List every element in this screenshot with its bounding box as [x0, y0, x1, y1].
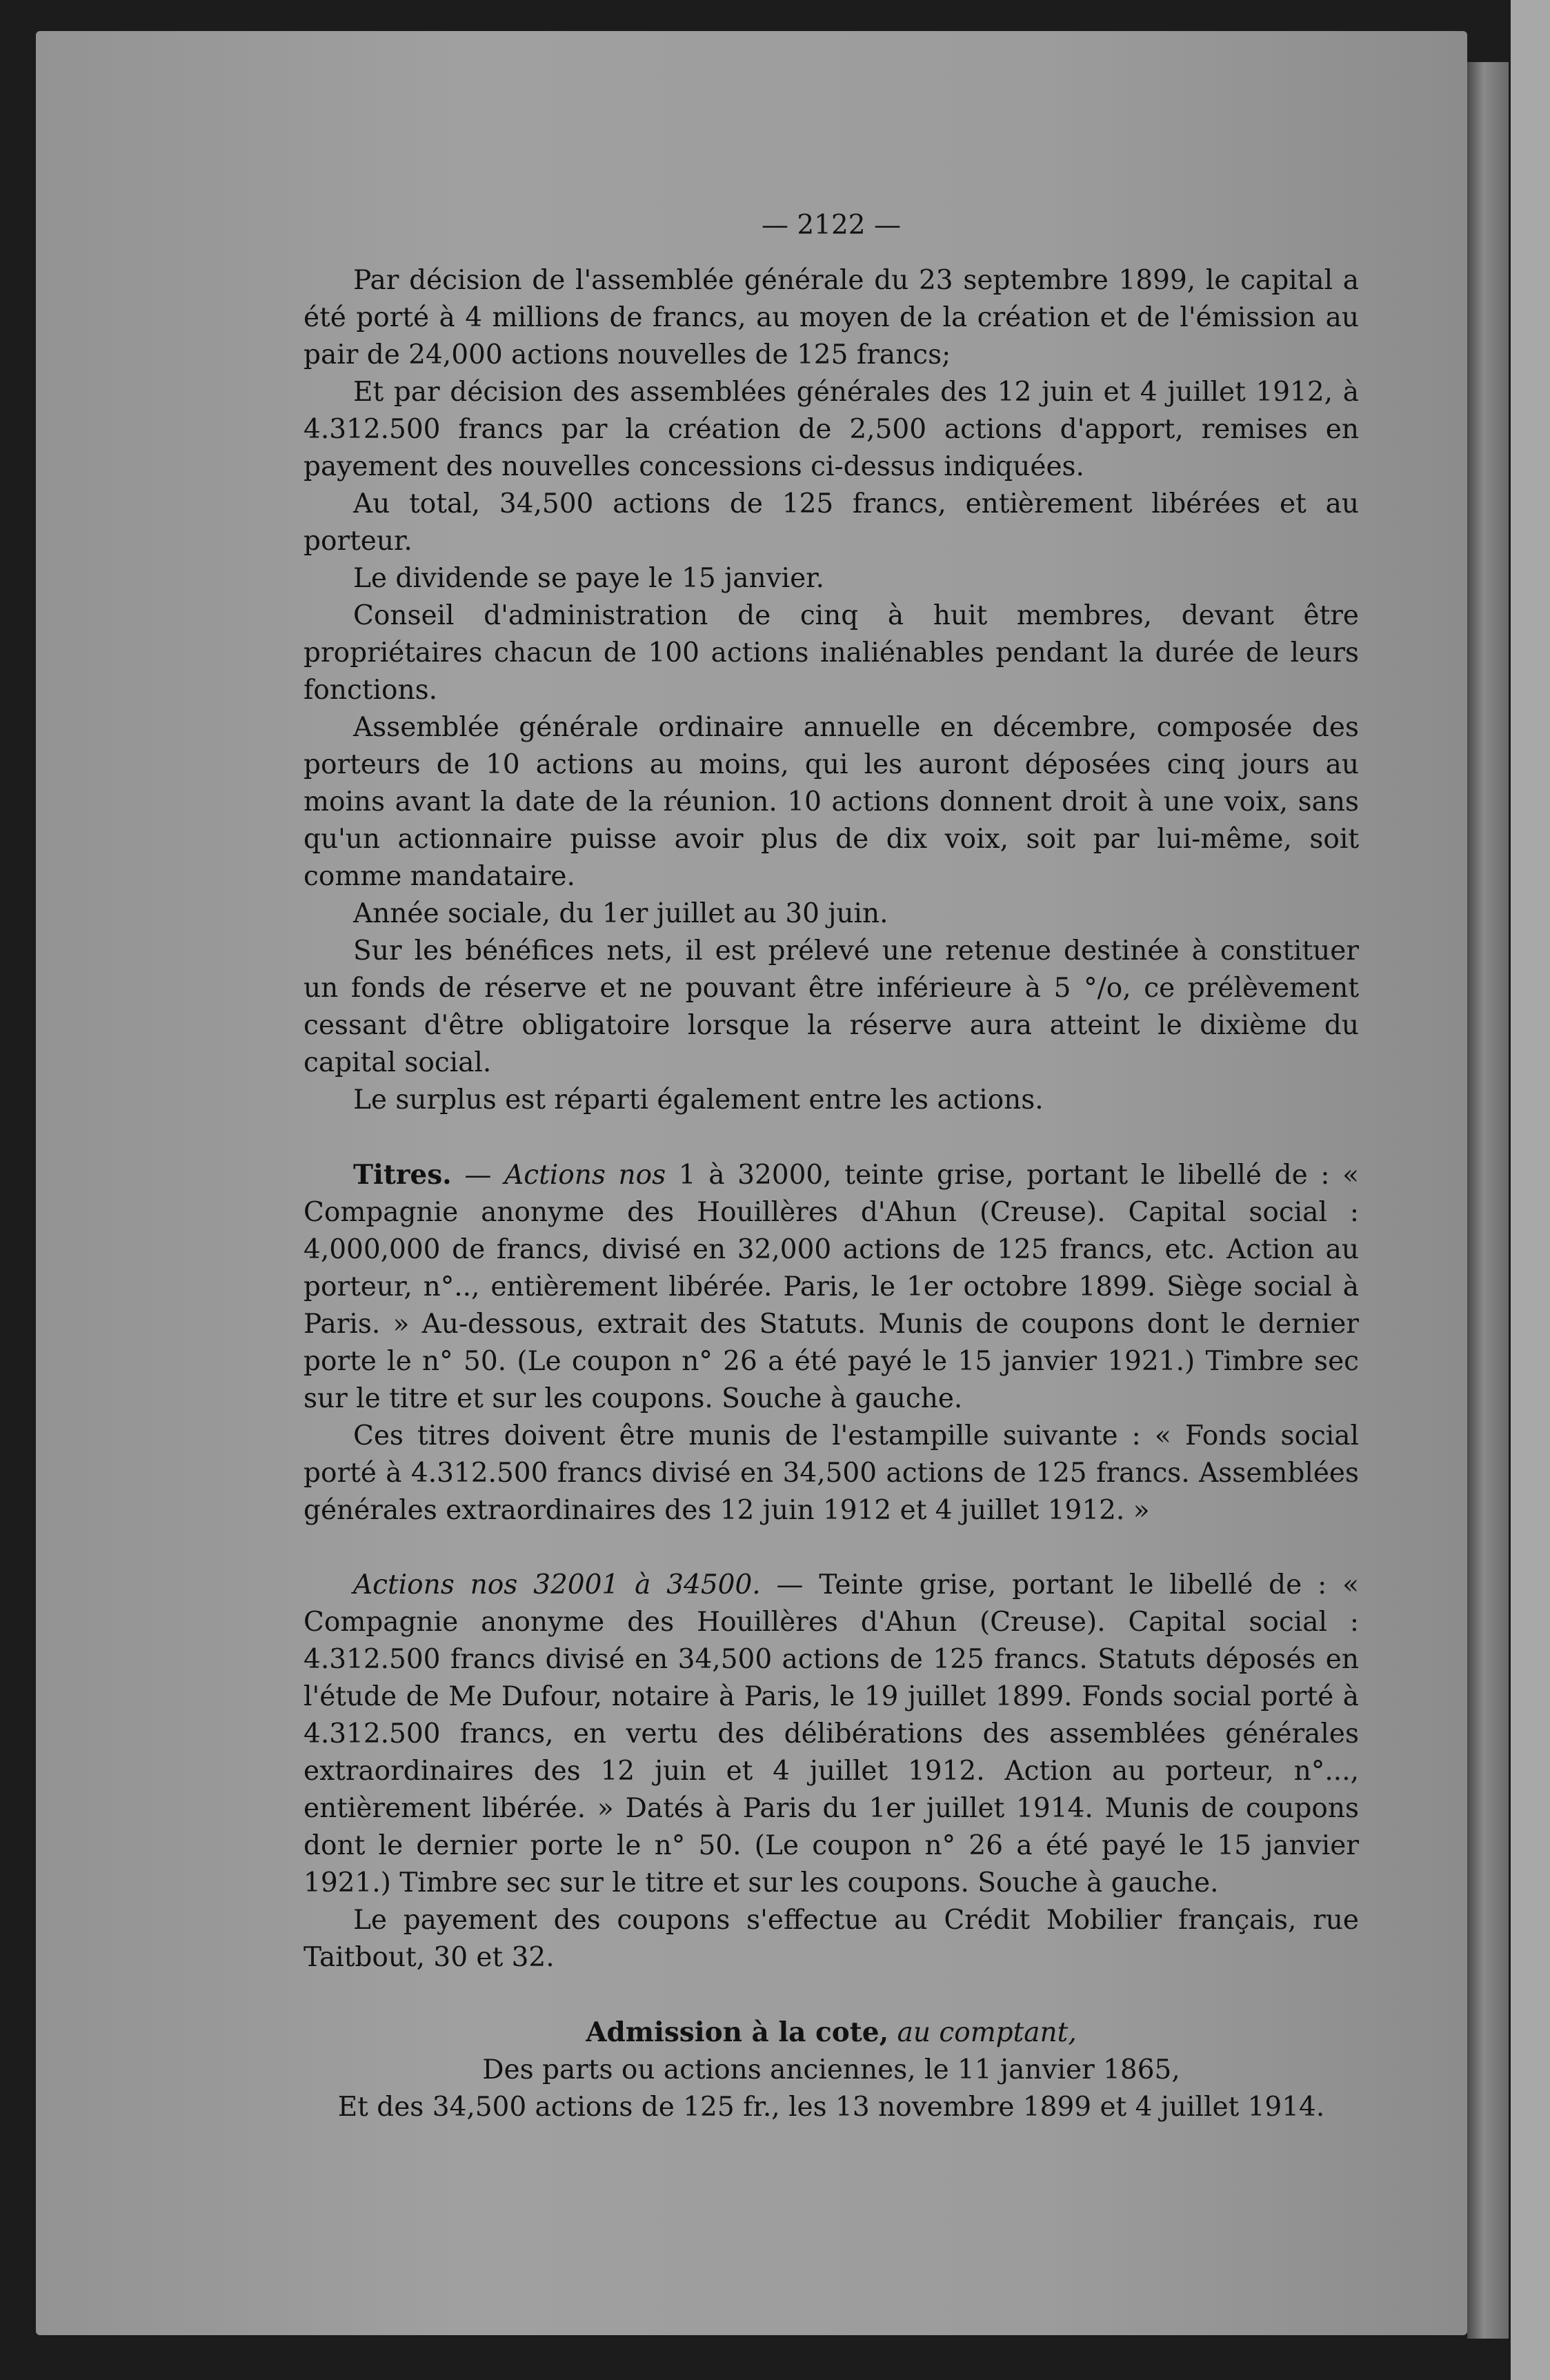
titres-dash: — — [451, 1160, 505, 1191]
admission-title-bold: Admission à la cote, — [586, 2016, 889, 2048]
titres-label: Titres. — [353, 1159, 452, 1191]
paragraph-assemblee: Assemblée générale ordinaire annuelle en décembre, composée des porteurs de 10 actions au moins, qui les auront déposées cinq jours au moins avant la date de la réunion. 10 actions donnent droit à une voix, sans qu'un actionnaire puisse avoir plus de dix voix, soit par lui-même, soit comme mandataire. — [304, 712, 1359, 892]
admission-line-2: Et des 34,500 actions de 125 fr., les 13 novembre 1899 et 4 juillet 1914. — [337, 2092, 1325, 2123]
paragraph-annee-sociale: Année sociale, du 1er juillet au 30 juin. — [353, 898, 888, 929]
page-number: — 2122 — — [761, 210, 902, 241]
titres-actions-label: Actions nos — [504, 1160, 666, 1191]
actions-2-text: — Teinte grise, portant le libellé de : « Compagnie anonyme des Houillères d'Ahun (Creuse). Capital social : 4.312.500 francs divisé en 34,500 actions de 125 francs. Statuts déposés en l'étude de Me Dufour, notaire à Paris, le 19 juillet 1899. Fonds social porté à 4.312.500 francs, en vertu des délibérations des assemblées générales extraordinaires des 12 juin et 4 juillet 1912. Action au porteur, n°..., entièrement libérée. » Datés à Paris du 1er juillet 1914. Munis de coupons dont le dernier porte le n° 50. (Le coupon n° 26 a été payé le 15 janvier 1921.) Timbre sec sur le titre et sur les coupons. Souche à gauche. — [304, 1569, 1359, 1898]
admission-line-1: Des parts ou actions anciennes, le 11 janvier 1865, — [482, 2054, 1180, 2085]
paragraph-estampille: Ces titres doivent être munis de l'estampille suivante : « Fonds social porté à 4.312.500 francs divisé en 34,500 actions de 125 francs. Assemblées générales extraordinaires des 12 juin 1912 et 4 juillet 1912. » — [304, 1420, 1359, 1526]
paragraph-titres — [304, 1156, 1359, 1418]
paragraph-total: Au total, 34,500 actions de 125 francs, entièrement libérées et au porteur. — [304, 488, 1359, 557]
paragraph-surplus: Le surplus est réparti également entre les actions. — [353, 1084, 1044, 1115]
paragraph-conseil: Conseil d'administration de cinq à huit membres, devant être propriétaires chacun de 100 actions inaliénables pendant la durée de leurs fonctions. — [304, 600, 1359, 706]
paragraph-dividende: Le dividende se paye le 15 janvier. — [353, 563, 824, 594]
page-edge — [1467, 62, 1509, 2339]
admission-title — [304, 2014, 1359, 2052]
paragraph-payement: Le payement des coupons s'effectue au Crédit Mobilier français, rue Taitbout, 30 et 32. — [304, 1905, 1359, 1973]
paragraph-capital: Par décision de l'assemblée générale du 23 septembre 1899, le capital a été porté à 4 millions de francs, au moyen de la création et de l'émission au pair de 24,000 actions nouvelles de 125 francs; — [304, 265, 1359, 370]
actions-2-label: Actions nos 32001 à 34500. — [353, 1569, 761, 1600]
adjacent-page-strip — [1511, 0, 1550, 2380]
paragraph-decision: Et par décision des assemblées générales des 12 juin et 4 juillet 1912, à 4.312.500 francs par la création de 2,500 actions d'apport, remises en payement des nouvelles concessions ci-dessus indiquées. — [304, 377, 1359, 482]
paragraph-actions-2 — [304, 1567, 1359, 1902]
admission-title-italic: au comptant, — [888, 2017, 1077, 2048]
document-body — [304, 207, 1359, 2126]
paragraph-benefices: Sur les bénéfices nets, il est prélevé une retenue destinée à constituer un fonds de réserve et ne pouvant être inférieure à 5 °/o, ce prélèvement cessant d'être obligatoire lorsque la réserve aura atteint le dixième du capital social. — [304, 935, 1359, 1078]
titres-text: 1 à 32000, teinte grise, portant le libellé de : « Compagnie anonyme des Houillères d'Ahun (Creuse). Capital social : 4,000,000 de francs, divisé en 32,000 actions de 125 francs, etc. Action au porteur, n°.., entièrement libérée. Paris, le 1er octobre 1899. Siège social à Paris. » Au-dessous, extrait des Statuts. Munis de coupons dont le dernier porte le n° 50. (Le coupon n° 26 a été payé le 15 janvier 1921.) Timbre sec sur le titre et sur les coupons. Souche à gauche. — [304, 1160, 1360, 1414]
